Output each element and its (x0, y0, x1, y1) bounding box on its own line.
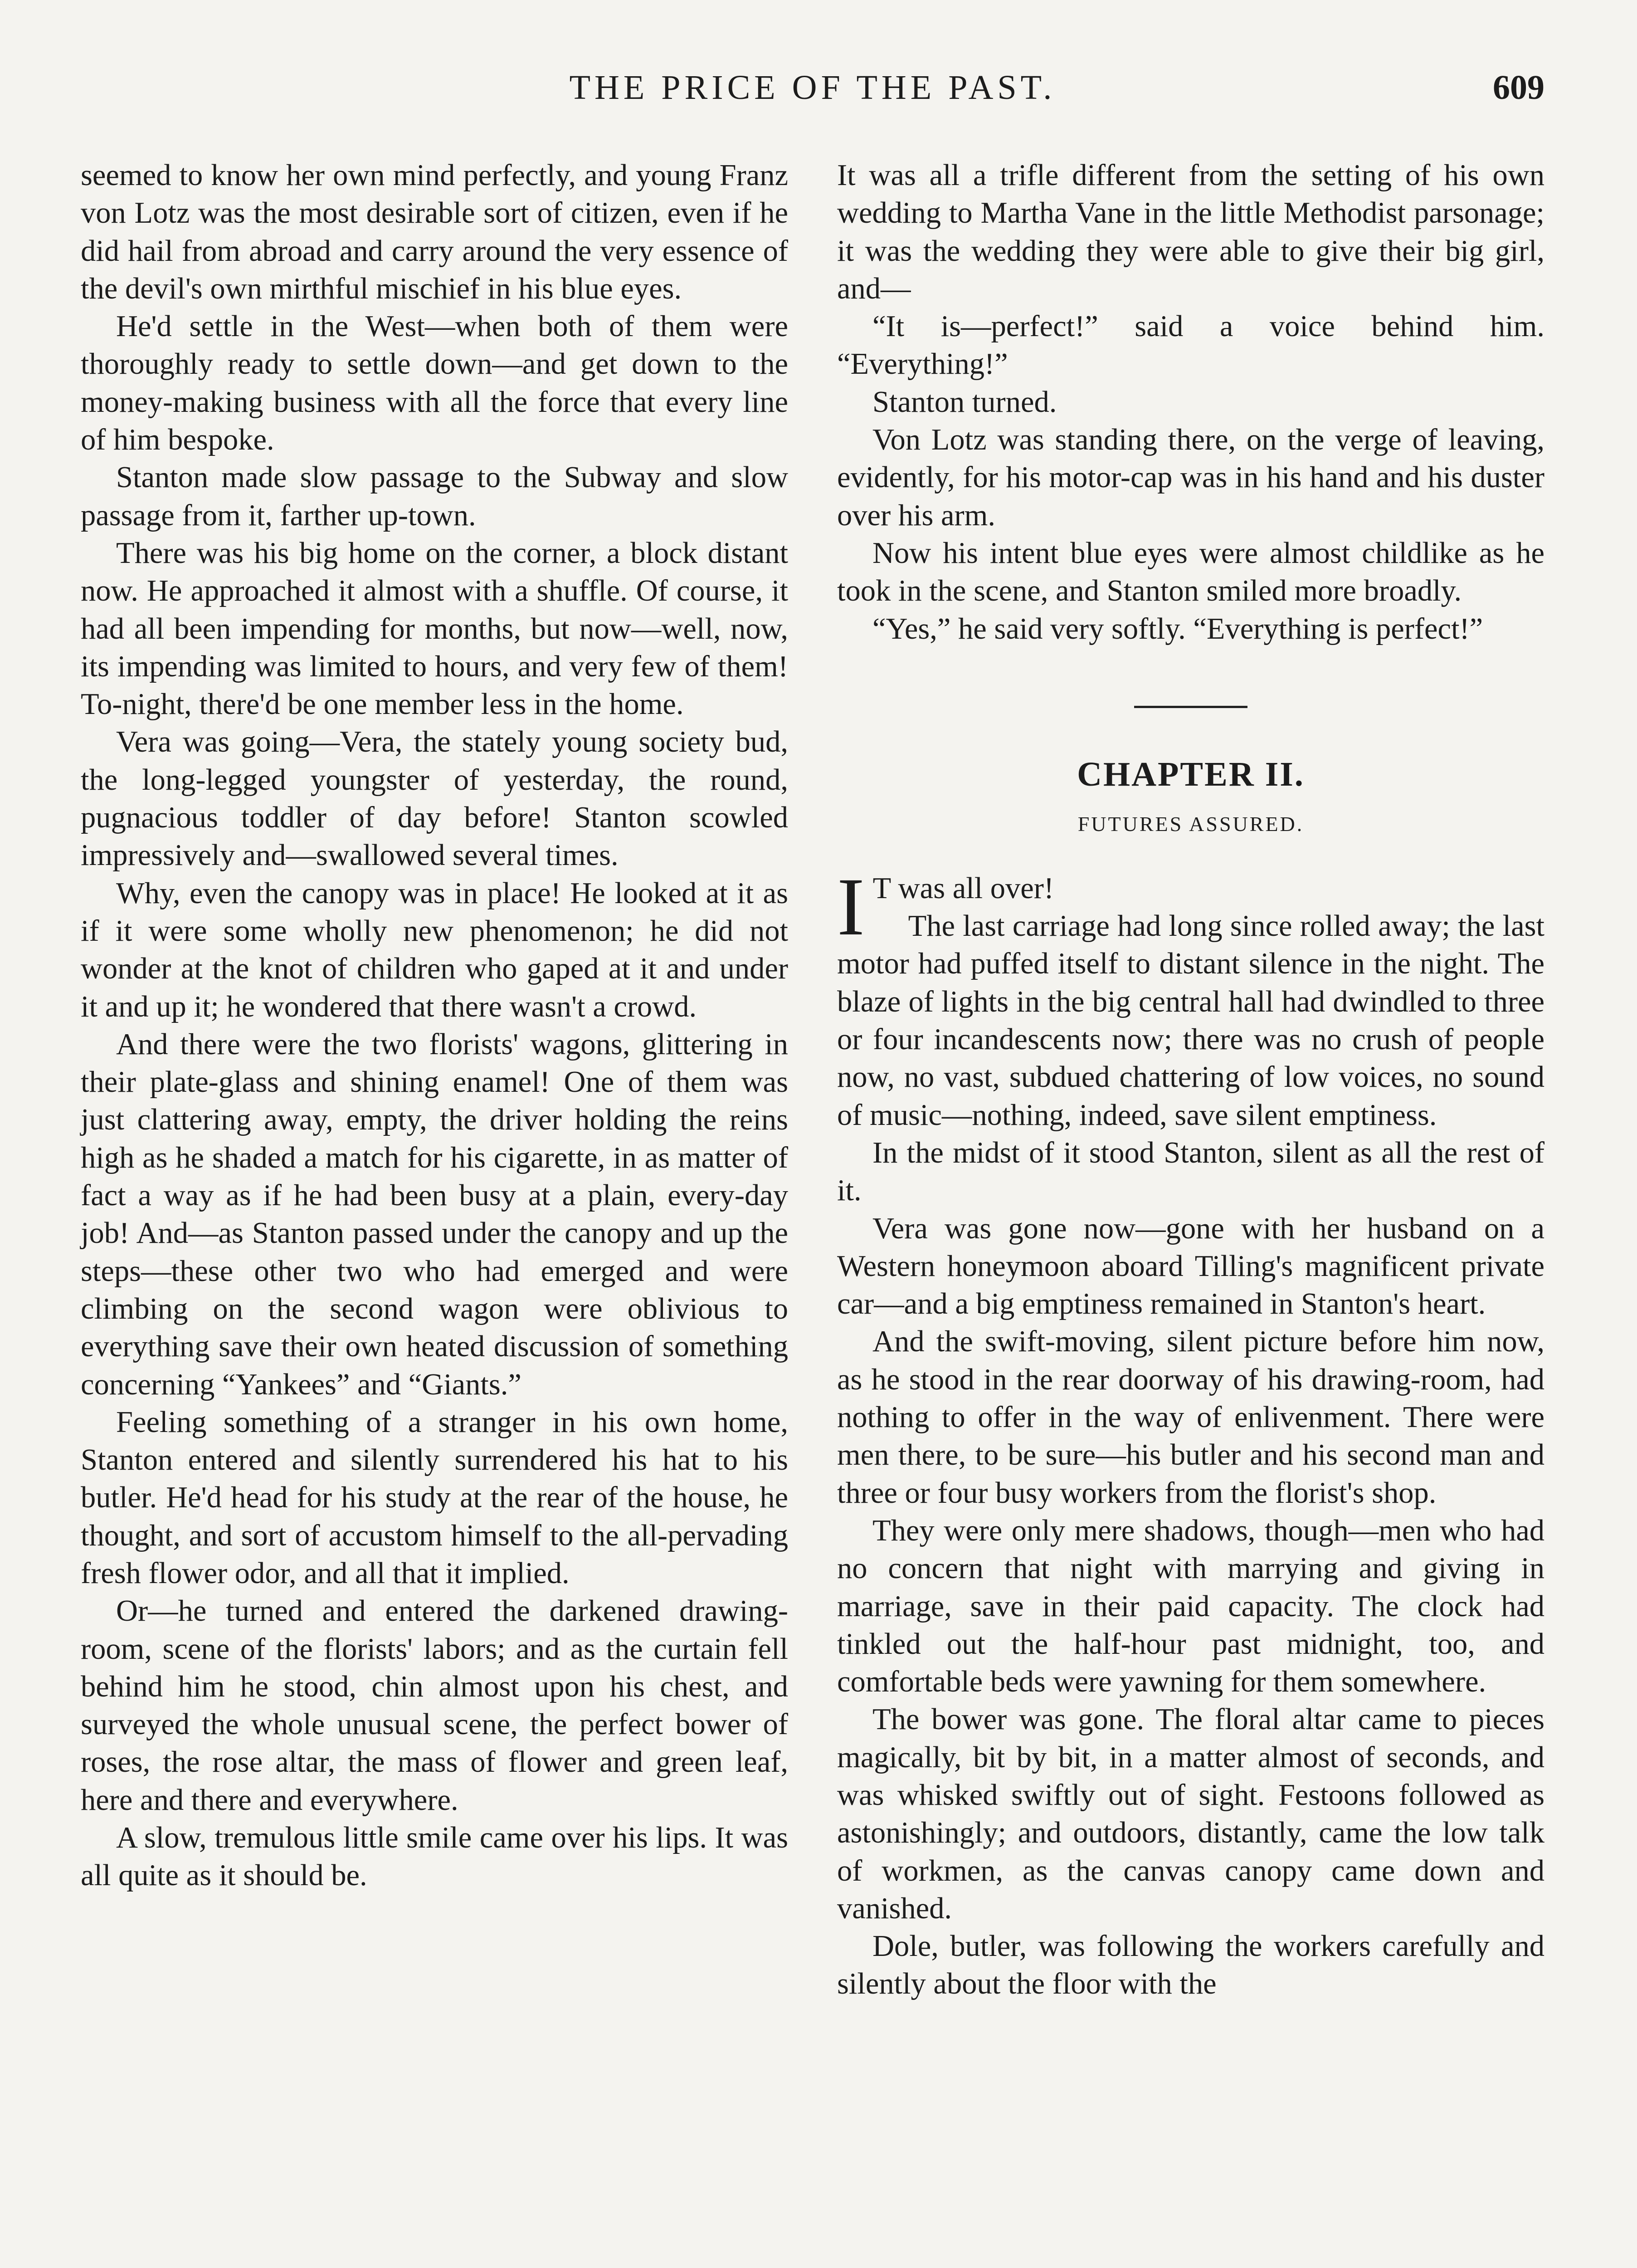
running-head (81, 68, 1544, 127)
paragraph: In the midst of it stood Stanton, silent as all the rest of it. (837, 1136, 1544, 1207)
paragraph: Vera was going—Vera, the stately young society bud, the long-legged youngster of yesterday, the round, pugnacious toddler of day before! Stanton scowled impressively and—swallowed several times. (81, 725, 788, 872)
paragraph: The bower was gone. The floral altar came to pieces magically, bit by bit, in a matter almost of seconds, and was whisked swiftly out of sight. Festoons followed as astonishingly; and outdoors, distantly, came the low talk of workmen, as the canvas canopy came down and vanished. (837, 1703, 1544, 1925)
running-title: THE PRICE OF THE PAST. (569, 68, 1056, 107)
paragraph: There was his big home on the corner, a block distant now. He approached it almost with a shuffle. Of course, it had all been impending for months, but now—well, now, its impending was limited to hours, and very few of them! To-night, there'd be one member less in the home. (81, 536, 788, 721)
paragraph: Stanton turned. (872, 385, 1057, 419)
paragraph: Dole, butler, was following the workers carefully and silently about the floor with the (837, 1930, 1544, 2001)
opening-line: T was all over! (872, 871, 1054, 905)
paragraph: Stanton made slow passage to the Subway and slow passage from it, farther up-town. (81, 461, 788, 532)
paragraph: Von Lotz was standing there, on the verge of leaving, evidently, for his motor-cap was in his hand and his duster over his arm. (837, 423, 1544, 532)
paragraph: seemed to know her own mind perfectly, and young Franz von Lotz was the most desirable sort of citizen, even if he did hail from abroad and carry around the very essence of the devil's own mirthful mischief in his blue eyes. (81, 159, 788, 305)
chapter-subtitle: FUTURES ASSURED. (1077, 812, 1304, 836)
chapter-heading: CHAPTER II. (1077, 755, 1305, 793)
paragraph: “Yes,” he said very softly. “Everything is perfect!” (872, 612, 1483, 645)
paragraph: A slow, tremulous little smile came over his lips. It was all quite as it should be. (81, 1821, 788, 1892)
paragraph: Or—he turned and entered the darkened drawing-room, scene of the florists' labors; and as the curtain fell behind him he stood, chin almost upon his chest, and surveyed the whole unusual scene, the perfect bower of roses, the rose altar, the mass of flower and green leaf, here and there and everywhere. (81, 1594, 788, 1817)
paragraph: Why, even the canopy was in place! He looked at it as if it were some wholly new phenomenon; he did not wonder at the knot of children who gaped at it and under it and up it; he wondered that there wasn't a crowd. (81, 876, 788, 1023)
paragraph: And there were the two florists' wagons, glittering in their plate-glass and shining enamel! One of them was just clattering away, empty, the driver holding the reins high as he shaded a match for his cigarette, in as matter of fact a way as if he had been busy at a plain, every-day job! And—as Stanton passed under the canopy and up the steps—these other two who had emerged and were climbing on the second wagon were oblivious to everything save their own heated discussion of something concerning “Yankees” and “Giants.” (81, 1027, 788, 1401)
right-column (837, 156, 1544, 2003)
paragraph: Vera was gone now—gone with her husband on a Western honeymoon aboard Tilling's magnificent private car—and a big emptiness remained in Stanton's heart. (837, 1212, 1544, 1321)
chapter-opening (837, 861, 1544, 953)
drop-cap: I (837, 861, 865, 953)
left-column (81, 156, 788, 1895)
section-divider (1134, 706, 1247, 708)
paragraph: It was all a trifle different from the setting of his own wedding to Martha Vane in the little Methodist parsonage; it was the wedding they were able to give their big girl, and— (837, 159, 1544, 305)
paragraph: And the swift-moving, silent picture before him now, as he stood in the rear doorway of his drawing-room, had nothing to offer in the way of enlivenment. There were men there, to be sure—his butler and his second man and three or four busy workers from the florist's shop. (837, 1325, 1544, 1510)
paragraph: The last carriage had long since rolled away; the last motor had puffed itself to distant silence in the night. The blaze of lights in the big central hall had dwindled to three or four incandescents now; there was no crush of people now, no vast, subdued chattering of low voices, no sound of music—nothing, indeed, save silent emptiness. (837, 909, 1544, 1132)
paragraph: “It is—perfect!” said a voice behind him. “Everything!” (837, 310, 1544, 381)
paragraph: He'd settle in the West—when both of them were thoroughly ready to settle down—and get down to the money-making business with all the force that every line of him bespoke. (81, 310, 788, 457)
paragraph: Feeling something of a stranger in his own home, Stanton entered and silently surrendered his hat to his butler. He'd head for his study at the rear of the house, he thought, and sort of accustom himself to the all-pervading fresh flower odor, and all that it implied. (81, 1405, 788, 1590)
paragraph: They were only mere shadows, though—men who had no concern that night with marrying and giving in marriage, save in their paid capacity. The clock had tinkled out the half-hour past midnight, too, and comfortable beds were yawning for them somewhere. (837, 1514, 1544, 1699)
paragraph: Now his intent blue eyes were almost childlike as he took in the scene, and Stanton smiled more broadly. (837, 536, 1544, 608)
page-number: 609 (1493, 68, 1544, 107)
